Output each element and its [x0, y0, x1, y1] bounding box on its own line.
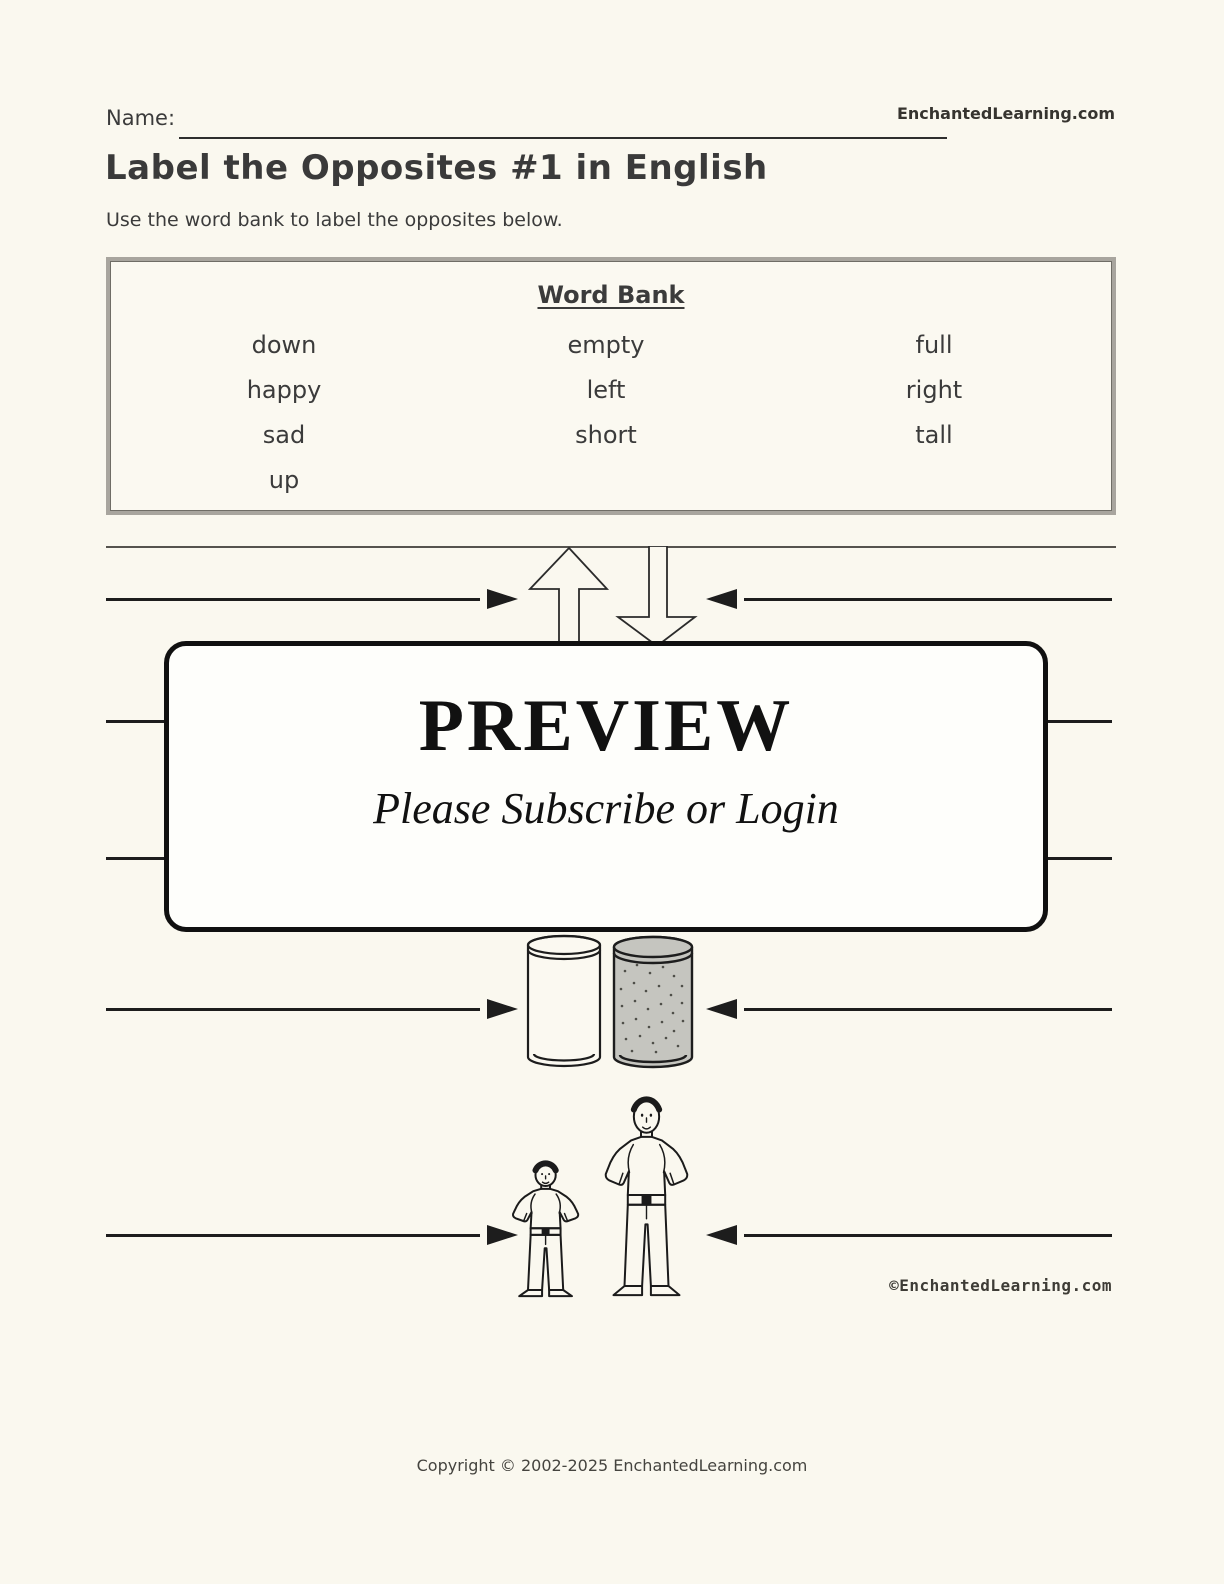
- word-bank-column-2: [506, 323, 706, 458]
- answer-line-left: [106, 598, 480, 601]
- up-down-arrows-icon: [503, 546, 713, 647]
- copyright-footer: Copyright © 2002-2025 EnchantedLearning.com: [416, 1456, 808, 1475]
- preview-title: PREVIEW: [418, 685, 794, 767]
- arrowhead-right-icon: [487, 999, 518, 1019]
- word-bank-word: sad: [262, 421, 306, 449]
- word-bank-word: short: [575, 421, 637, 449]
- arrowhead-left-icon: [706, 999, 737, 1019]
- word-bank-word: left: [586, 376, 626, 404]
- word-bank-title: Word Bank: [537, 281, 685, 309]
- preview-subscribe-login-message: Please Subscribe or Login: [373, 784, 839, 833]
- answer-line-left: [106, 1008, 480, 1011]
- word-bank-word: tall: [915, 421, 953, 449]
- empty-full-cylinders-icon: [522, 931, 694, 1075]
- answer-line-left: [106, 1234, 480, 1237]
- site-header: EnchantedLearning.com: [896, 104, 1115, 123]
- short-tall-people-icon: [498, 1085, 703, 1303]
- short-person: [513, 1163, 578, 1296]
- word-bank-word: empty: [567, 331, 645, 359]
- tall-person: [606, 1099, 688, 1295]
- watermark: ©EnchantedLearning.com: [889, 1276, 1112, 1295]
- word-bank-box: [106, 257, 1116, 515]
- word-bank-word: full: [915, 331, 953, 359]
- word-bank-column-1: [184, 323, 384, 503]
- answer-line-right: [744, 598, 1112, 601]
- instructions-text: Use the word bank to label the opposites below.: [106, 209, 563, 231]
- word-bank-word: happy: [246, 376, 322, 404]
- answer-line-right: [744, 1234, 1112, 1237]
- word-bank-word: up: [268, 466, 300, 494]
- name-blank-line: [179, 137, 947, 139]
- page-title: Label the Opposites #1 in English: [105, 148, 768, 188]
- preview-overlay: [164, 641, 1048, 932]
- word-bank-word: right: [905, 376, 963, 404]
- name-label: Name:: [106, 106, 176, 130]
- word-bank-word: down: [251, 331, 317, 359]
- word-bank-column-3: [834, 323, 1034, 458]
- arrowhead-left-icon: [706, 1225, 737, 1245]
- answer-line-right: [744, 1008, 1112, 1011]
